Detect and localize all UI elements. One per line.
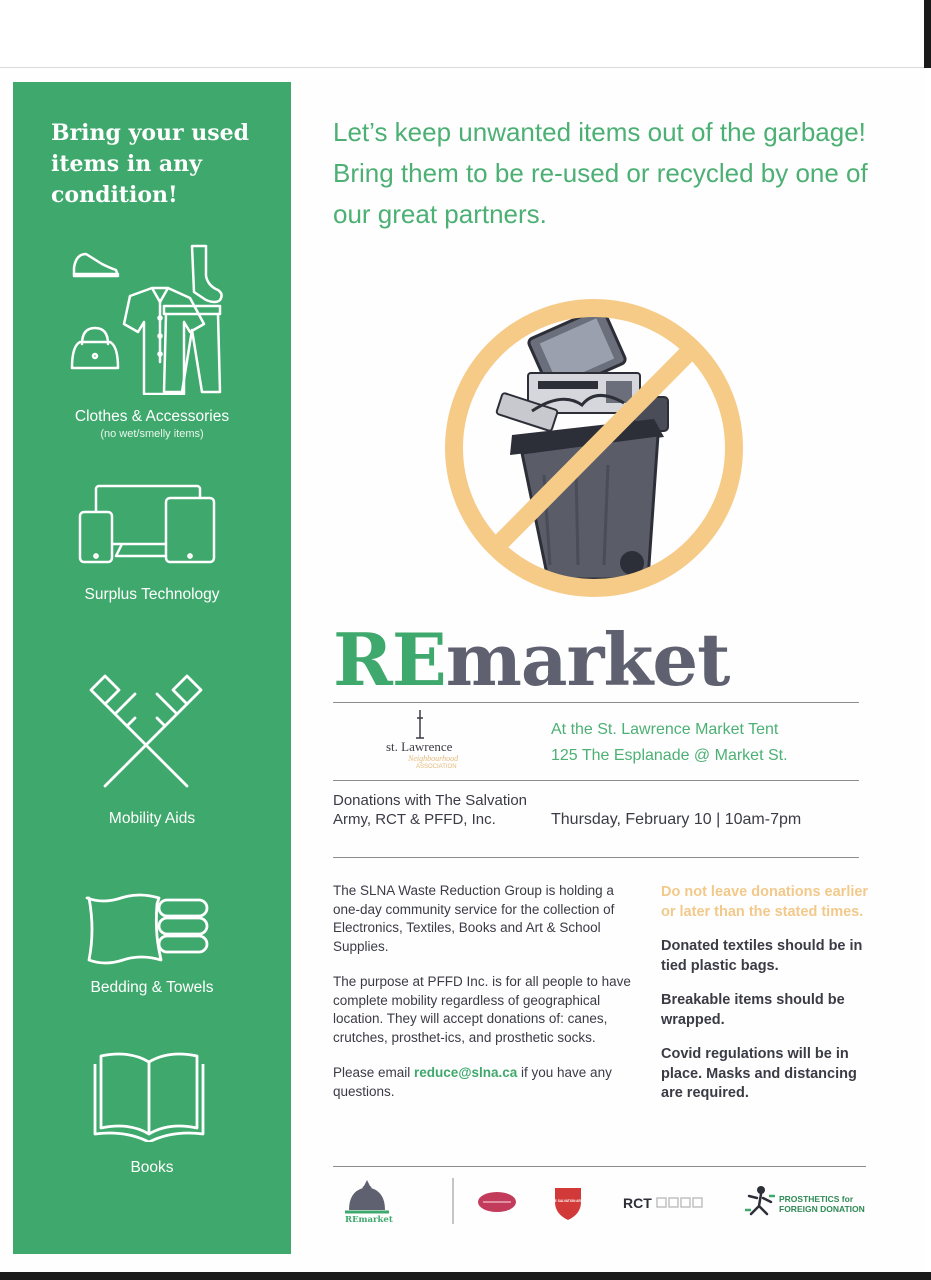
divider bbox=[333, 1166, 866, 1167]
venue bbox=[551, 717, 788, 769]
divider bbox=[333, 702, 859, 703]
notes bbox=[661, 883, 871, 1119]
email-prompt: Please email bbox=[333, 1065, 415, 1080]
scan-edge bbox=[924, 0, 931, 68]
svg-text:PROSTHETICS for bbox=[779, 1194, 854, 1204]
email-prompt-end: if you have any questions. bbox=[333, 1065, 612, 1099]
covid-note: Covid regulations will be in place. Masks and distancing are required. bbox=[661, 1046, 857, 1101]
venue-line-1: At the St. Lawrence Market Tent bbox=[551, 721, 779, 738]
remarket-logo-text: REmarket bbox=[345, 1215, 393, 1225]
market-collective-logo bbox=[478, 1192, 516, 1212]
svg-text:Neighbourhood bbox=[407, 754, 459, 763]
remarket-wordmark bbox=[333, 617, 730, 702]
sidebar-item-clothes-note: (no wet/smelly items) bbox=[100, 428, 204, 440]
pffd-logo bbox=[745, 1186, 865, 1214]
textiles-note: Donated textiles should be in tied plastic bags. bbox=[661, 938, 863, 974]
sidebar-item-books-label: Books bbox=[130, 1159, 174, 1176]
svg-text:st. Lawrence bbox=[386, 739, 453, 754]
breakable-note: Breakable items should be wrapped. bbox=[661, 992, 845, 1028]
crutches-icon bbox=[87, 672, 205, 790]
sidebar-item-clothes-label: Clothes & Accessories bbox=[74, 408, 230, 425]
divider bbox=[333, 780, 859, 781]
slna-logo-association: ASSOCIATION bbox=[416, 764, 457, 770]
email-link[interactable]: reduce@slna.ca bbox=[414, 1065, 518, 1080]
timing-warning: Do not leave donations earlier or later than the stated times. bbox=[661, 884, 869, 920]
clothes-icon bbox=[68, 240, 228, 395]
scan-margin-top bbox=[0, 0, 931, 68]
venue-line-2: 125 The Esplanade @ Market St. bbox=[551, 747, 788, 764]
book-icon bbox=[93, 1052, 205, 1142]
svg-text:THE SALVATION ARMY bbox=[550, 1199, 586, 1203]
sidebar-item-bedding-label: Bedding & Towels bbox=[90, 979, 214, 996]
remarket-logo bbox=[345, 1180, 393, 1225]
pffd-logo-line-1: PROSTHETICS for bbox=[779, 1194, 854, 1204]
sidebar bbox=[13, 82, 291, 1254]
pffd-logo-line-2: FOREIGN DONATION bbox=[779, 1204, 865, 1214]
sidebar-item-mobility-label: Mobility Aids bbox=[108, 810, 196, 827]
rct-logo-marks bbox=[657, 1198, 702, 1207]
devices-icon bbox=[78, 482, 218, 566]
pillow-towels-icon bbox=[83, 890, 213, 966]
event-date: Thursday, February 10 | 10am-7pm bbox=[551, 811, 802, 828]
description-paragraph-3 bbox=[333, 1064, 633, 1101]
slna-logo bbox=[380, 706, 480, 770]
sidebar-heading: Bring your used items in any condition! bbox=[51, 120, 250, 208]
scan-margin-bottom bbox=[0, 1272, 931, 1280]
headline: Let’s keep unwanted items out of the garbage! Bring them to be re-used or recycled by one of our great partners. bbox=[333, 117, 868, 229]
description bbox=[333, 882, 633, 1118]
donations-partners-text: Donations with The Salvation Army, RCT & PFFD, Inc. bbox=[333, 792, 528, 828]
slna-logo-neighbourhood: Neighbourhood bbox=[408, 754, 459, 763]
partner-logos bbox=[333, 1172, 873, 1232]
brand-market: market bbox=[445, 617, 730, 702]
slna-logo-name: st. Lawrence bbox=[386, 739, 453, 754]
svg-text:REmarket bbox=[345, 1215, 393, 1225]
svg-text:ASSOCIATION bbox=[416, 764, 457, 770]
rct-logo-text: RCT bbox=[623, 1195, 652, 1211]
salvation-army-logo bbox=[550, 1188, 586, 1220]
brand-re: RE bbox=[333, 617, 446, 702]
description-paragraph-1: The SLNA Waste Reduction Group is holding a one-day community service for the collection of Electronics, Textiles, Books and Art & School Supplies. bbox=[333, 883, 615, 954]
no-garbage-icon bbox=[436, 295, 752, 601]
description-paragraph-2: The purpose at PFFD Inc. is for all people to have complete mobility regardless of geographical location. They will accept donations of: canes, crutches, prosthet-ics, and prosthetic socks. bbox=[333, 974, 631, 1045]
sidebar-item-technology-label: Surplus Technology bbox=[84, 586, 220, 603]
svg-text:RCT bbox=[623, 1195, 652, 1211]
svg-text:FOREIGN DONATION bbox=[779, 1204, 865, 1214]
divider bbox=[333, 857, 859, 858]
salvation-army-logo-text: THE SALVATION ARMY bbox=[550, 1199, 586, 1203]
